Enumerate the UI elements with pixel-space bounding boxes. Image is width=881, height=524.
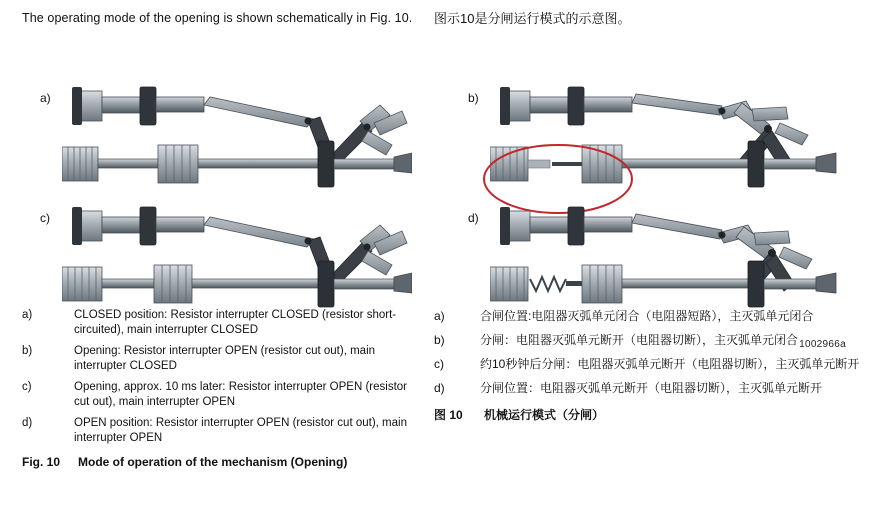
figure-caption-number: 图 10 (434, 408, 463, 422)
legend-key: a) (22, 309, 33, 321)
legend-text: 分闸：电阻器灭弧单元断开（电阻器切断），主灭弧单元闭合 (480, 333, 799, 347)
figure-caption-number: Fig. 10 (22, 455, 61, 469)
legend-item (434, 356, 864, 372)
left-legend (22, 308, 422, 445)
legend-text: OPEN position: Resistor interrupter OPEN (resistor cut out), main interrupter OPEN (74, 417, 407, 444)
legend-text: Opening, approx. 10 ms later: Resistor interrupter OPEN (resistor cut out), main interrupter OPEN (74, 381, 407, 408)
right-intro-paragraph: 图示10是分闸运行模式的示意图。 (434, 11, 631, 26)
figure-label-b: b) (468, 91, 479, 105)
legend-key: c) (22, 381, 32, 393)
left-figure (22, 39, 422, 304)
legend-key: b) (22, 345, 33, 357)
legend-text: CLOSED position: Resistor interrupter CLOSED (resistor short-circuited), main interrupter CLOSED (74, 309, 397, 336)
left-intro-paragraph: The operating mode of the opening is shown schematically in Fig. 10. (22, 11, 413, 25)
legend-key: c) (434, 357, 444, 371)
legend-key: d) (434, 381, 445, 395)
legend-key: d) (22, 417, 33, 429)
legend-key: b) (434, 333, 445, 347)
legend-text: 分闸位置：电阻器灭弧单元断开（电阻器切断），主灭弧单元断开 (480, 381, 823, 395)
drawing-code: 1002966a (799, 339, 846, 350)
legend-item (22, 380, 422, 409)
legend-item (434, 380, 864, 396)
left-figure-caption (22, 455, 422, 469)
legend-key: a) (434, 309, 445, 323)
right-figure-caption (434, 406, 864, 423)
figure-label-c: c) (40, 211, 50, 225)
left-column (22, 10, 422, 469)
mechanism-diagram-d (490, 199, 850, 329)
figure-caption-text: Mode of operation of the mechanism (Opening) (78, 455, 348, 469)
legend-text: Opening: Resistor interrupter OPEN (resistor cut out), main interrupter CLOSED (74, 345, 376, 372)
right-column (434, 10, 864, 423)
figure-caption-text: 机械运行模式（分闸） (484, 408, 605, 422)
figure-label-d: d) (468, 211, 479, 225)
legend-item (22, 344, 422, 373)
legend-text: 约10秒钟后分闸：电阻器灭弧单元断开（电阻器切断），主灭弧单元断开 (480, 357, 860, 371)
figure-label-a: a) (40, 91, 51, 105)
legend-item (22, 416, 422, 445)
mechanism-diagram-a (62, 79, 412, 204)
mechanism-diagram-c (62, 199, 412, 324)
legend-text: 合闸位置:电阻器灭弧单元闭合（电阻器短路），主灭弧单元闭合 (480, 309, 814, 323)
